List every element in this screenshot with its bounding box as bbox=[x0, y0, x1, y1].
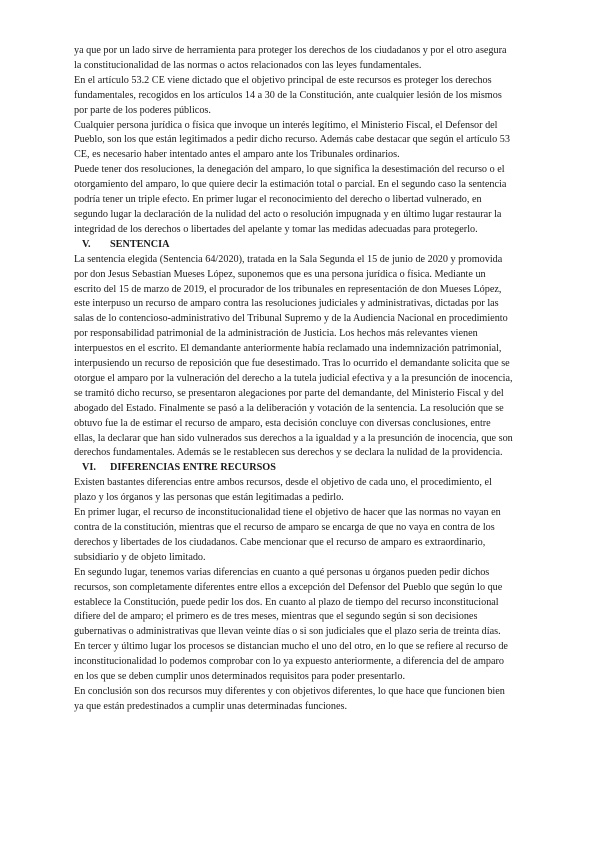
section6-paragraph-1: Existen bastantes diferencias entre ambos recursos, desde el objetivo de cada uno, el procedimiento, el plazo y los órganos y las personas que están legitimadas a pedirlo. bbox=[74, 477, 492, 504]
section-heading-6 bbox=[74, 461, 514, 476]
section-number: VI. bbox=[82, 462, 96, 474]
section6-paragraph-3: En segundo lugar, tenemos varias diferencias en cuanto a qué personas u órganos pueden pedir dichos recursos, son completamente diferentes entre ellos a excepción del Defensor del Pueblo que según lo que establece la Constitución, puede pedir los dos. En cuanto al plazo de tiempo del recurso inconstitucional difiere del de amparo; el primero es de tres meses, mientras que el segundo según si son decisiones gubernativas o administrativas que llevan veinte días o si son judiciales que el plazo seria de treinta días. bbox=[74, 566, 503, 638]
section-title: DIFERENCIAS ENTRE RECURSOS bbox=[110, 462, 276, 474]
section6-paragraph-5: En conclusión son dos recursos muy diferentes y con objetivos diferentes, lo que hace que funcionen bien ya que están predestinados a cumplir unas determinadas funciones. bbox=[74, 685, 505, 712]
section-title: SENTENCIA bbox=[110, 238, 170, 250]
intro-paragraph-3: Cualquier persona jurídica o física que invoque un interés legítimo, el Ministerio Fiscal, el Defensor del Pueblo, son los que están legitimados a pedir dicho recurso. Además cabe destacar que según el artículo 53 CE, es necesario haber intentado antes el amparo ante los Tribunales ordinarios. bbox=[74, 119, 510, 161]
section6-paragraph-4: En tercer y último lugar los procesos se distancian mucho el uno del otro, en lo que se refiere al recurso de inconstitucionalidad lo podemos comprobar con lo ya expuesto anteriormente, a diferencia del de amparo en los que se deben cumplir unos determinados requisitos para poder presentarlo. bbox=[74, 641, 508, 683]
section-heading-5 bbox=[74, 238, 514, 253]
section-number: V. bbox=[82, 238, 91, 250]
intro-paragraph-1: ya que por un lado sirve de herramienta para proteger los derechos de los ciudadanos y por el otro asegura la constitucionalidad de las normas o actos relacionados con las leyes fundamentales. bbox=[74, 45, 507, 71]
section5-paragraph-1: La sentencia elegida (Sentencia 64/2020), tratada en la Sala Segunda el 15 de junio de 2020 y promovida por don Jesus Sebastian Mueses López, suponemos que es una persona jurídica o física. Mediante un escrito del 15 de marzo de 2019, el procurador de los tribunales en representación de don Mueses López, este interpuso un recurso de amparo contra las resoluciones judiciales y administrativas, dictadas por las salas de lo contencioso-administrativo del Tribunal Supremo y de la Audiencia Nacional en procedimiento por responsabilidad patrimonial de la administración de Justicia. Los hechos más relevantes vienen interpuestos en el escrito. El demandante anteriormente había reclamado una indemnización patrimonial, interpusiendo un recurso de reposición que fue desestimado. Tras lo ocurrido el demandante solicita que se otorgue el amparo por la vulneración del derecho a la tutela judicial efectiva y a la presunción de inocencia, se tramitó dicho recurso, se presentaron alegaciones por parte del demandante, del Ministerio Fiscal y del abogado del Estado. Finalmente se pasó a la deliberación y votación de la sentencia. La resolución que se obtuvo fue la de estimar el recurso de amparo, esta decisión concluye con diversas conclusiones, entre ellas, la declarar que han sido vulnerados sus derechos a la igualdad y a la presunción de inocencia, que son derechos fundamentales. Además se le restablecen sus derechos y se declara la nulidad de la providencia. bbox=[74, 253, 513, 459]
section6-paragraph-2: En primer lugar, el recurso de inconstitucionalidad tiene el objetivo de hacer que las normas no vayan en contra de la constitución, mientras que el recurso de amparo se encarga de que no vaya en contra de los derechos y libertades de los ciudadanos. Cabe mencionar que el recurso de amparo es extraordinario, subsidiario y de objeto limitado. bbox=[74, 507, 501, 563]
intro-paragraph-2: En el artículo 53.2 CE viene dictado que el objetivo principal de este recursos es proteger los derechos fundamentales, recogidos en los artículos 14 a 30 de la Constitución, ante cualquier lesión de los mismos por parte de los poderes públicos. bbox=[74, 74, 502, 116]
intro-paragraph-4: Puede tener dos resoluciones, la denegación del amparo, lo que significa la desestimación del recurso o el otorgamiento del amparo, lo que quiere decir la estimación total o parcial. En el segundo caso la sentencia podría tener un triple efecto. En primer lugar el reconocimiento del derecho o libertad vulnerado, en segundo lugar la declaración de la nulidad del acto o resolución impugnada y en último lugar restaurar la integridad de los derechos o libertades del apelante y tomar las medidas adecuadas para protegerlo. bbox=[74, 164, 507, 235]
